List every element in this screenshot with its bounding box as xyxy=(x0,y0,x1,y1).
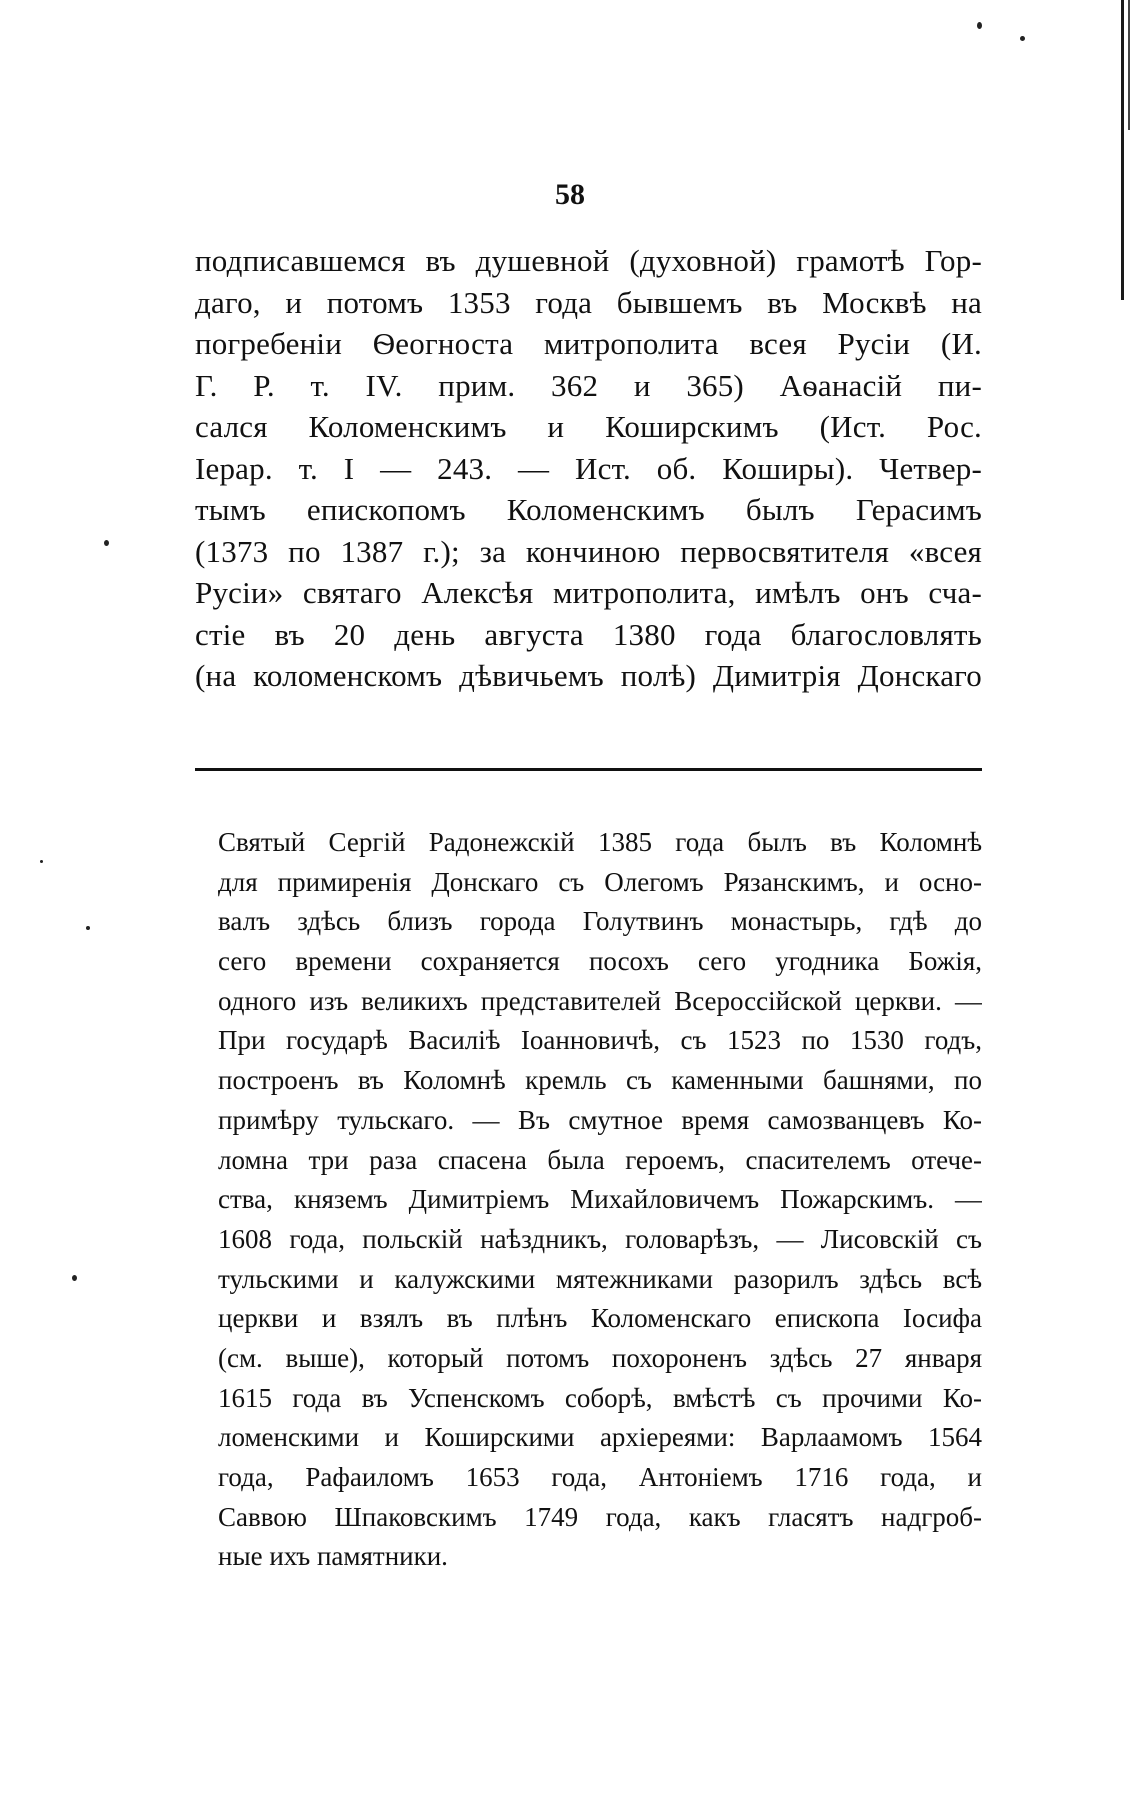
footnote-line: тульскими и калужскими мятежниками разорилъ здѣсь всѣ xyxy=(218,1263,982,1294)
footnote-line: ломенскими и Коширскими архіереями: Варлаамомъ 1564 xyxy=(218,1422,982,1453)
scan-speck xyxy=(977,22,982,29)
main-text-line: Г. Р. т. IV. прим. 362 и 365) Аѳанасій пи- xyxy=(195,367,982,403)
footnote-line: для примиренія Донскаго съ Олегомъ Рязанскимъ, и осно- xyxy=(218,866,982,897)
main-text-line: Іерар. т. I — 243. — Ист. об. Коширы). Четвер- xyxy=(195,450,982,486)
scan-speck xyxy=(104,540,109,546)
footnote-line: года, Рафаиломъ 1653 года, Антоніемъ 1716 года, и xyxy=(218,1462,982,1492)
footnote-line: примѣру тульскаго. — Въ смутное время самозванцевъ Ко- xyxy=(218,1104,982,1135)
page-edge-shadow xyxy=(1121,0,1124,300)
footnote-line: одного изъ великихъ представителей Всероссійской церкви. — xyxy=(218,985,982,1016)
scan-speck xyxy=(40,860,43,863)
footnote-line: построенъ въ Коломнѣ кремль съ каменными башнями, по xyxy=(218,1065,982,1096)
footnote-line: церкви и взялъ въ плѣнъ Коломенскаго епископа Іосифа xyxy=(218,1303,982,1334)
main-text-line: подписавшемся въ душевной (духовной) грамотѣ Гор- xyxy=(195,243,982,278)
footnote-line: (см. выше), который потомъ похороненъ здѣсь 27 января xyxy=(218,1342,982,1373)
footnote-line: сего времени сохраняется посохъ сего угодника Божія, xyxy=(218,946,982,977)
page-edge-shadow-secondary xyxy=(1128,0,1130,130)
main-text-line: Русіи» святаго Алексѣя митрополита, имѣлъ онъ сча- xyxy=(195,575,982,610)
footnote-line: При государѣ Василіѣ Іоанновичѣ, съ 1523 по 1530 годъ, xyxy=(218,1025,982,1056)
main-text-block xyxy=(195,240,982,697)
scan-speck xyxy=(86,926,90,930)
footnote-line: ные ихъ памятники. xyxy=(218,1541,448,1572)
footnote-line: ломна три раза спасена была героемъ, спасителемъ отече- xyxy=(218,1144,982,1175)
main-text-line: тымъ епископомъ Коломенскимъ былъ Герасимъ xyxy=(195,492,982,527)
footnote-line: ства, княземъ Димитріемъ Михайловичемъ Пожарскимъ. — xyxy=(218,1184,982,1215)
scan-speck xyxy=(1020,36,1025,41)
main-text-line: (на коломенскомъ дѣвичьемъ полѣ) Димитрія Донскаго xyxy=(195,658,982,693)
footnote-separator-rule xyxy=(195,768,982,771)
footnote-line: Святый Сергій Радонежскій 1385 года былъ въ Коломнѣ xyxy=(218,827,982,857)
main-text-line: даго, и потомъ 1353 года бывшемъ въ Москвѣ на xyxy=(195,284,982,320)
footnote-line: 1608 года, польскій наѣздникъ, головарѣзъ, — Лисовскій съ xyxy=(218,1223,982,1254)
footnote-line: Саввою Шпаковскимъ 1749 года, какъ гласятъ надгроб- xyxy=(218,1501,982,1532)
scan-speck xyxy=(72,1275,77,1281)
main-text-line: погребеніи Ѳеогноста митрополита всея Русіи (И. xyxy=(195,326,982,361)
footnote-block xyxy=(218,823,982,1577)
page-number: 58 xyxy=(555,178,585,211)
main-text-line: (1373 по 1387 г.); за кончиною первосвятителя «всея xyxy=(195,533,982,569)
footnote-line: валъ здѣсь близъ города Голутвинъ монастырь, гдѣ до xyxy=(218,906,982,937)
footnote-line: 1615 года въ Успенскомъ соборѣ, вмѣстѣ съ прочими Ко- xyxy=(218,1382,982,1413)
main-text-line: стіе въ 20 день августа 1380 года благословлять xyxy=(195,616,982,652)
main-text-line: сался Коломенскимъ и Коширскимъ (Ист. Рос. xyxy=(195,409,982,444)
